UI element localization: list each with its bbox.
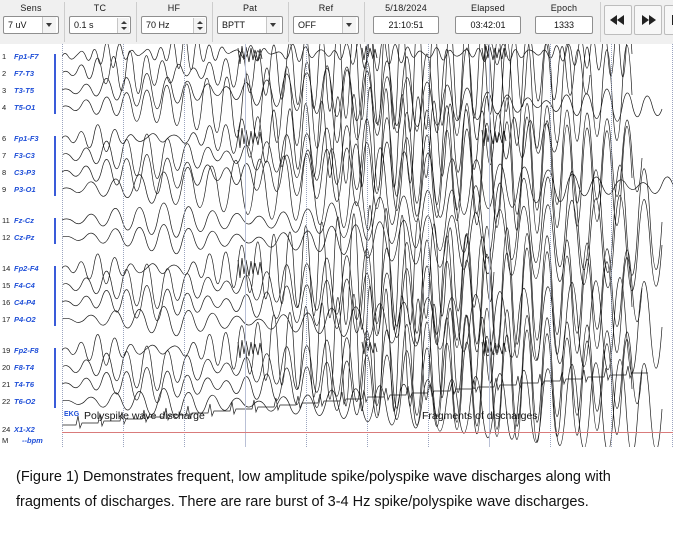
ekg-channel-tag: EKG — [64, 411, 80, 418]
chevron-down-icon[interactable] — [266, 17, 280, 33]
channel-number: 7 — [2, 151, 7, 160]
ekg-baseline — [62, 432, 673, 433]
high-filter-spinner[interactable] — [141, 16, 207, 34]
channel-name[interactable]: P3-O1 — [14, 185, 36, 194]
figure-caption-text: (Figure 1) Demonstrates frequent, low amplitude spike/polyspike wave discharges along with fragments of discharges. There are rare burst of 3-4 Hz spike/polyspike wave discharges. — [16, 469, 611, 510]
eeg-toolbar — [0, 0, 673, 45]
channel-group-bar — [54, 136, 56, 196]
channel-name[interactable]: T6-O2 — [14, 397, 36, 406]
epoch-readout — [530, 0, 598, 44]
sensitivity-dropdown[interactable] — [3, 16, 59, 34]
sensitivity-control[interactable] — [0, 0, 62, 44]
channel-number: 4 — [2, 103, 7, 112]
transport-controls[interactable] — [604, 5, 673, 39]
figure-caption — [0, 447, 673, 542]
stepper-arrows-icon[interactable] — [193, 18, 205, 33]
elapsed-readout — [448, 0, 528, 44]
annotation-polyspike: Polyspike wave discharge — [84, 410, 205, 422]
channel-number: 2 — [2, 69, 7, 78]
channel-name[interactable]: P4-O2 — [14, 315, 36, 324]
channel-number: 17 — [2, 315, 11, 324]
channel-group-bar — [54, 266, 56, 326]
time-constant-spinner[interactable] — [69, 16, 131, 34]
toolbar-divider — [364, 2, 365, 42]
channel-group-bar — [54, 348, 56, 408]
channel-name[interactable]: T4-T6 — [14, 380, 35, 389]
channel-number: 12 — [2, 233, 11, 242]
channel-number: 1 — [2, 52, 7, 61]
rewind-button[interactable] — [604, 5, 632, 35]
clock-time-value: 21:10:51 — [388, 20, 424, 30]
channel-number: 14 — [2, 264, 11, 273]
sensitivity-value: 7 uV — [8, 20, 27, 30]
toolbar-divider — [600, 2, 601, 42]
channel-number: 3 — [2, 86, 7, 95]
time-gridline — [428, 44, 430, 447]
reference-label: Ref — [318, 3, 334, 13]
channel-name[interactable]: Fp2-F4 — [14, 264, 39, 273]
time-constant-value: 0.1 s — [74, 20, 94, 30]
channel-name[interactable]: C4-P4 — [14, 298, 36, 307]
toolbar-divider — [212, 2, 213, 42]
channel-name[interactable]: F8-T4 — [14, 363, 35, 372]
elapsed-label: Elapsed — [471, 3, 505, 13]
channel-label-column — [0, 44, 63, 447]
channel-name[interactable]: Fp2-F8 — [14, 346, 39, 355]
reference-control[interactable] — [290, 0, 362, 44]
recording-date-readout — [366, 0, 446, 44]
channel-name[interactable]: F4-C4 — [14, 281, 35, 290]
reference-value: OFF — [298, 20, 316, 30]
montage-label: Pat — [242, 3, 258, 13]
channel-name[interactable]: Cz-Pz — [14, 233, 35, 242]
ekg-row-marker: M — [2, 436, 9, 445]
time-gridline — [611, 44, 613, 447]
channel-number: 15 — [2, 281, 11, 290]
eeg-plot[interactable] — [62, 44, 673, 447]
epoch-label: Epoch — [550, 3, 578, 13]
epoch-field[interactable] — [535, 16, 593, 34]
elapsed-value: 03:42:01 — [470, 20, 506, 30]
high-filter-label: HF — [167, 3, 181, 13]
time-constant-label: TC — [93, 3, 107, 13]
channel-number: 9 — [2, 185, 7, 194]
channel-number: 24 — [2, 425, 11, 434]
epoch-value: 1333 — [553, 20, 575, 30]
time-gridline — [550, 44, 552, 447]
toolbar-divider — [64, 2, 65, 42]
time-gridline-major — [245, 44, 247, 447]
channel-group-bar — [54, 218, 56, 244]
channel-name[interactable]: X1-X2 — [14, 425, 35, 434]
time-gridline — [123, 44, 125, 447]
recording-date-label: 5/18/2024 — [385, 3, 427, 13]
channel-name[interactable]: T5-O1 — [14, 103, 36, 112]
stepper-arrows-icon[interactable] — [117, 18, 129, 33]
chevron-down-icon[interactable] — [42, 17, 56, 33]
fast-forward-button[interactable] — [634, 5, 662, 35]
chevron-down-icon[interactable] — [342, 17, 356, 33]
heart-rate-readout: --bpm — [22, 436, 43, 445]
time-gridline — [62, 44, 64, 447]
channel-number: 8 — [2, 168, 7, 177]
channel-group-bar — [54, 54, 56, 114]
channel-name[interactable]: F3-C3 — [14, 151, 35, 160]
channel-number: 20 — [2, 363, 11, 372]
time-gridline — [184, 44, 186, 447]
channel-name[interactable]: Fp1-F7 — [14, 52, 39, 61]
montage-value: BPTT — [222, 20, 246, 30]
channel-number: 11 — [2, 216, 10, 225]
reference-dropdown[interactable] — [293, 16, 359, 34]
high-filter-control[interactable] — [138, 0, 210, 44]
high-filter-value: 70 Hz — [146, 20, 170, 30]
channel-name[interactable]: F7-T3 — [14, 69, 35, 78]
time-gridline — [306, 44, 308, 447]
channel-number: 6 — [2, 134, 7, 143]
channel-number: 22 — [2, 397, 11, 406]
montage-dropdown[interactable] — [217, 16, 283, 34]
channel-name[interactable]: Fp1-F3 — [14, 134, 39, 143]
channel-name[interactable]: C3-P3 — [14, 168, 36, 177]
clock-time-field[interactable] — [373, 16, 439, 34]
channel-number: 16 — [2, 298, 11, 307]
elapsed-field[interactable] — [455, 16, 521, 34]
channel-name[interactable]: Fz-Cz — [14, 216, 34, 225]
channel-number: 19 — [2, 346, 11, 355]
sensitivity-label: Sens — [20, 3, 42, 13]
montage-control[interactable] — [214, 0, 286, 44]
time-gridline — [367, 44, 369, 447]
channel-name[interactable]: T3-T5 — [14, 86, 35, 95]
time-constant-control[interactable] — [66, 0, 134, 44]
skip-start-button[interactable] — [664, 5, 673, 35]
time-gridline-major — [489, 44, 491, 447]
eeg-trace-area[interactable] — [0, 44, 673, 447]
toolbar-divider — [288, 2, 289, 42]
channel-number: 21 — [2, 380, 11, 389]
toolbar-divider — [136, 2, 137, 42]
annotation-fragments: Fragments of discharges — [422, 410, 538, 422]
